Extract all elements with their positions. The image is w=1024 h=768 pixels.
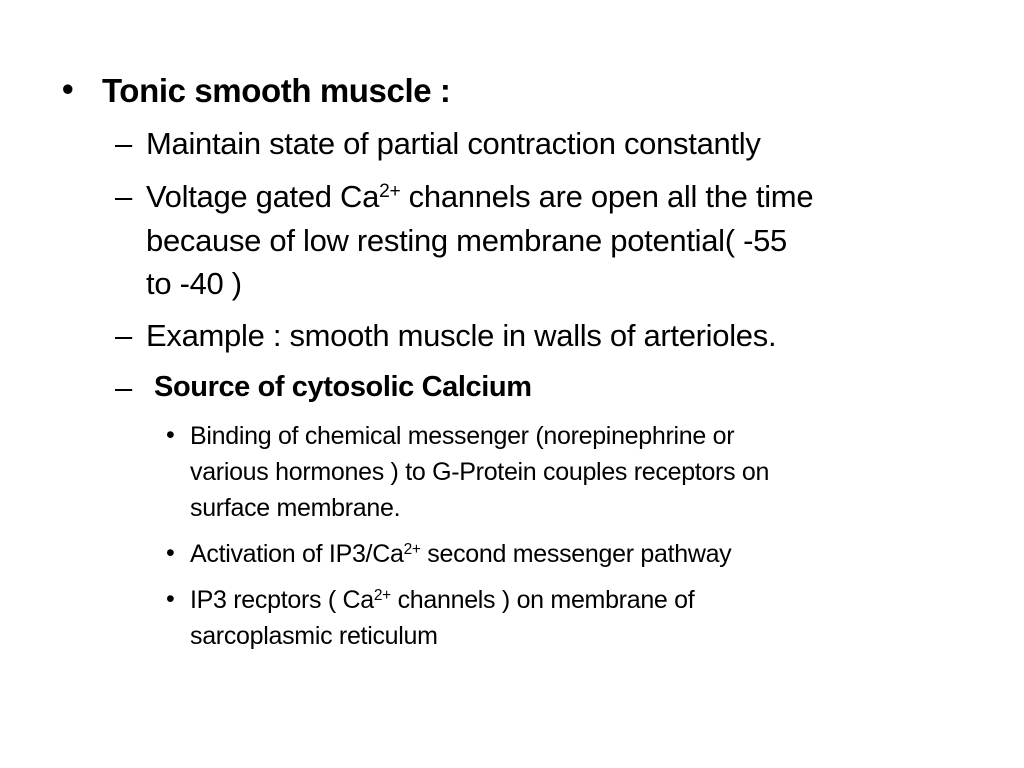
sub-item-3-pre: IP3 recptors ( Ca: [190, 586, 374, 614]
item-2-line-1-post: channels are open all the time: [400, 179, 814, 214]
sub-item-3-line-2: sarcoplasmic reticulum: [190, 622, 438, 650]
sub-item-1-line-1: Binding of chemical messenger (norepinephrine or: [190, 422, 735, 450]
sub-item-1-line-2: various hormones ) to G-Protein couples receptors on: [190, 458, 770, 486]
item-3-text: Example : smooth muscle in walls of arterioles.: [146, 318, 777, 353]
item-2-line-1-pre: Voltage gated Ca: [146, 179, 380, 214]
sub-item-2-line-1: [190, 542, 731, 567]
sub-item-2-bullet: •: [166, 539, 175, 567]
heading-bullet: •: [62, 70, 74, 107]
sub-item-2-superscript: 2+: [403, 541, 421, 559]
item-1-dash: –: [115, 126, 132, 161]
item-2-line-1: [146, 181, 813, 212]
sub-item-3-bullet: •: [166, 585, 175, 613]
sub-item-2-pre: Activation of IP3/Ca: [190, 540, 404, 568]
sub-item-3-superscript: 2+: [373, 587, 391, 605]
item-2-line-3: to -40 ): [146, 266, 242, 301]
slide-heading: Tonic smooth muscle :: [102, 72, 451, 109]
sub-item-1-bullet: •: [166, 421, 175, 449]
item-4-subheading: Source of cytosolic Calcium: [154, 371, 532, 403]
sub-item-3-line-1: [190, 588, 694, 613]
item-4-dash: –: [115, 370, 132, 405]
sub-item-2-post: second messenger pathway: [420, 540, 732, 568]
item-2-dash: –: [115, 179, 132, 214]
item-2-superscript: 2+: [379, 181, 401, 203]
item-3-dash: –: [115, 318, 132, 353]
item-1-text: Maintain state of partial contraction constantly: [146, 126, 761, 161]
item-2-line-2: because of low resting membrane potential( -55: [146, 223, 787, 258]
sub-item-1-line-3: surface membrane.: [190, 494, 401, 522]
sub-item-3-post: channels ) on membrane of: [390, 586, 695, 614]
